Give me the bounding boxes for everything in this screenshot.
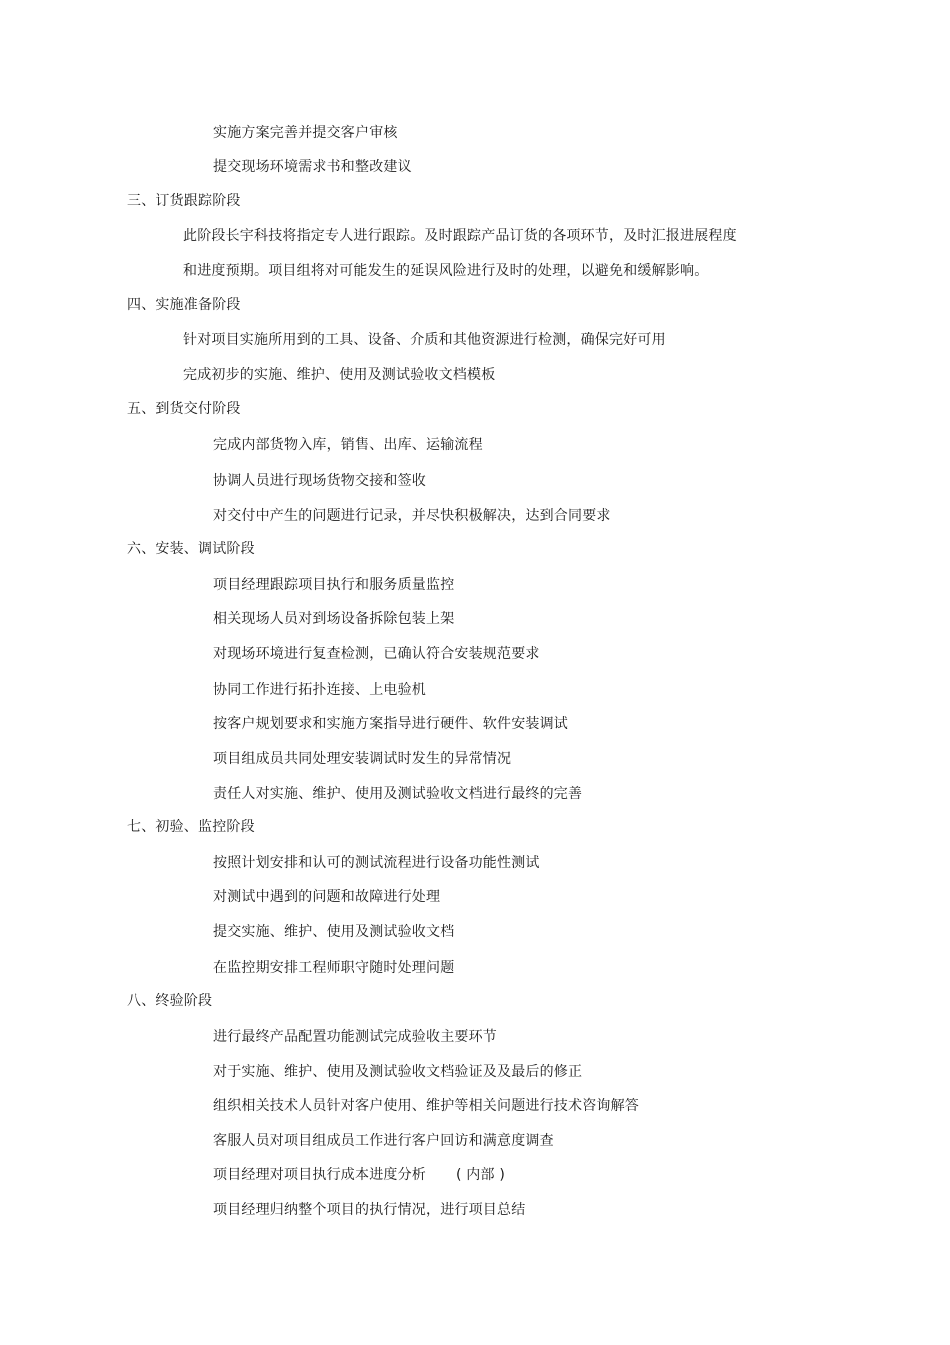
- section-heading: 四、实施准备阶段: [127, 297, 241, 313]
- text-line-with-note: [213, 1165, 505, 1185]
- text-line: 项目经理归纳整个项目的执行情况，进行项目总结: [213, 1202, 526, 1218]
- section-heading: 三、订货跟踪阶段: [127, 193, 241, 209]
- text-line: 按照计划安排和认可的测试流程进行设备功能性测试: [213, 855, 540, 871]
- text-line: 完成内部货物入库，销售、出库、运输流程: [213, 437, 483, 453]
- text-line: 完成初步的实施、维护、使用及测试验收文档模板: [183, 367, 496, 383]
- section-heading: 八、终验阶段: [127, 993, 213, 1009]
- paragraph-line: 和进度预期。项目组将对可能发生的延误风险进行及时的处理，以避免和缓解影响。: [183, 263, 709, 279]
- text-line: 对现场环境进行复查检测，已确认符合安装规范要求: [213, 646, 540, 662]
- text-line: 对测试中遇到的问题和故障进行处理: [213, 889, 441, 905]
- text-line: 组织相关技术人员针对客户使用、维护等相关问题进行技术咨询解答: [213, 1098, 639, 1114]
- text-line: 协调人员进行现场货物交接和签收: [213, 473, 426, 489]
- text-line: 提交实施、维护、使用及测试验收文档: [213, 924, 455, 940]
- paragraph-line: 此阶段长宇科技将指定专人进行跟踪。及时跟踪产品订货的各项环节，及时汇报进展程度: [183, 228, 737, 244]
- section-heading: 六、安装、调试阶段: [127, 541, 255, 557]
- text-line: 项目组成员共同处理安装调试时发生的异常情况: [213, 751, 512, 767]
- text-line-note: ( 内部 ): [456, 1167, 506, 1183]
- text-line: 针对项目实施所用到的工具、设备、介质和其他资源进行检测，确保完好可用: [183, 332, 666, 348]
- text-line: 实施方案完善并提交客户审核: [213, 125, 398, 141]
- text-line: 进行最终产品配置功能测试完成验收主要环节: [213, 1029, 497, 1045]
- section-heading: 五、到货交付阶段: [127, 401, 241, 417]
- text-line: 责任人对实施、维护、使用及测试验收文档进行最终的完善: [213, 786, 583, 802]
- text-line: 在监控期安排工程师职守随时处理问题: [213, 960, 455, 976]
- text-line: 协同工作进行拓扑连接、上电验机: [213, 682, 426, 698]
- text-line: 对交付中产生的问题进行记录，并尽快积极解决，达到合同要求: [213, 508, 611, 524]
- text-line: 客服人员对项目组成员工作进行客户回访和满意度调查: [213, 1133, 554, 1149]
- text-line: 项目经理跟踪项目执行和服务质量监控: [213, 577, 455, 593]
- text-line: 对于实施、维护、使用及测试验收文档验证及及最后的修正: [213, 1064, 583, 1080]
- text-line: 相关现场人员对到场设备拆除包装上架: [213, 611, 455, 627]
- text-line: 提交现场环境需求书和整改建议: [213, 159, 412, 175]
- text-line: 按客户规划要求和实施方案指导进行硬件、软件安装调试: [213, 716, 568, 732]
- text-line-main: 项目经理对项目执行成本进度分析: [213, 1167, 426, 1183]
- section-heading: 七、初验、监控阶段: [127, 819, 255, 835]
